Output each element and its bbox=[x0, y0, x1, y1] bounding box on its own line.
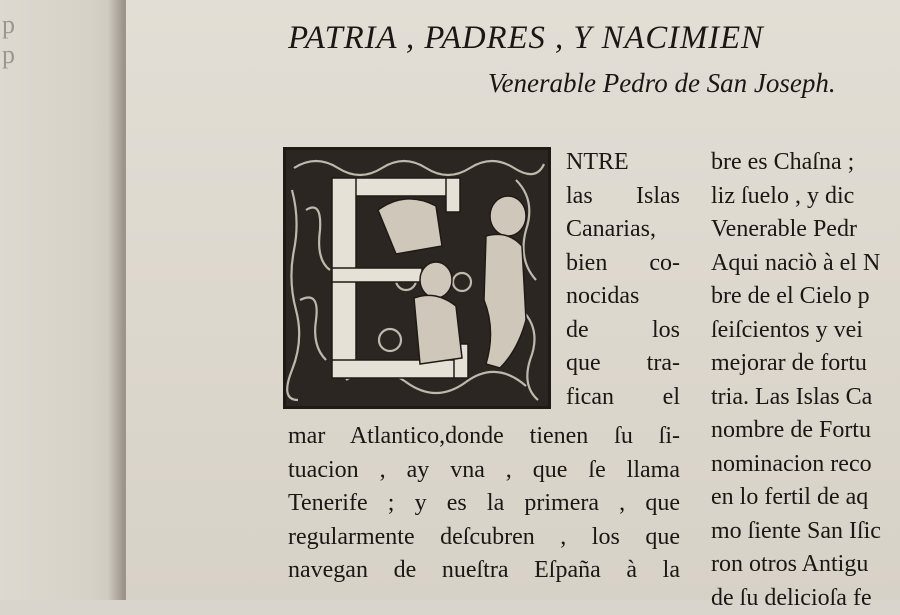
text-line: bre es Chaſna ; bbox=[711, 146, 900, 180]
text-line: nombre de Fortu bbox=[711, 414, 900, 448]
text-line: mejorar de fortu bbox=[711, 347, 900, 381]
text-line: NTRE bbox=[566, 146, 680, 180]
text-line: de ſu delicioſa fe bbox=[711, 582, 900, 615]
text-line: ron otros Antigu bbox=[711, 548, 900, 582]
running-head: PATRIA , PADRES , Y NACIMIEN bbox=[288, 20, 900, 57]
text-line: Tenerife ; y es la primera , que bbox=[288, 487, 680, 521]
text-line: fican el bbox=[566, 381, 680, 415]
text-line: las Islas bbox=[566, 180, 680, 214]
text-line: nocidas bbox=[566, 280, 680, 314]
text-line: en lo fertil de aq bbox=[711, 481, 900, 515]
text-line: que tra- bbox=[566, 347, 680, 381]
text-line: Aqui naciò à el N bbox=[711, 247, 900, 281]
text-line: de los bbox=[566, 314, 680, 348]
page-subtitle: Venerable Pedro de San Joseph. bbox=[488, 68, 836, 99]
text-line: regularmente deſcubren , los que bbox=[288, 521, 680, 555]
text-line: nominacion reco bbox=[711, 448, 900, 482]
text-line: liz ſuelo , y dic bbox=[711, 180, 900, 214]
text-line: bien co- bbox=[566, 247, 680, 281]
text-line: mo ſiente San Iſic bbox=[711, 515, 900, 549]
narrow-text-column bbox=[566, 146, 680, 414]
left-page-ghost-letter: p bbox=[2, 10, 16, 40]
text-line: Venerable Pedr bbox=[711, 213, 900, 247]
text-line: Canarias, bbox=[566, 213, 680, 247]
wide-text-column bbox=[288, 420, 680, 588]
right-text-column bbox=[711, 146, 900, 615]
text-line: mar Atlantico,donde tienen ſu ſi- bbox=[288, 420, 680, 454]
text-line: ſeiſcientos y vei bbox=[711, 314, 900, 348]
text-line: navegan de nueſtra Eſpaña à la bbox=[288, 554, 680, 588]
woodcut-initial-illustration bbox=[286, 150, 548, 406]
text-line: tuacion , ay vna , que ſe llama bbox=[288, 454, 680, 488]
left-page-ghost-letter: p bbox=[2, 40, 16, 70]
text-line: tria. Las Islas Ca bbox=[711, 381, 900, 415]
woodcut-initial-icon bbox=[283, 147, 551, 409]
text-line: bre de el Cielo p bbox=[711, 280, 900, 314]
